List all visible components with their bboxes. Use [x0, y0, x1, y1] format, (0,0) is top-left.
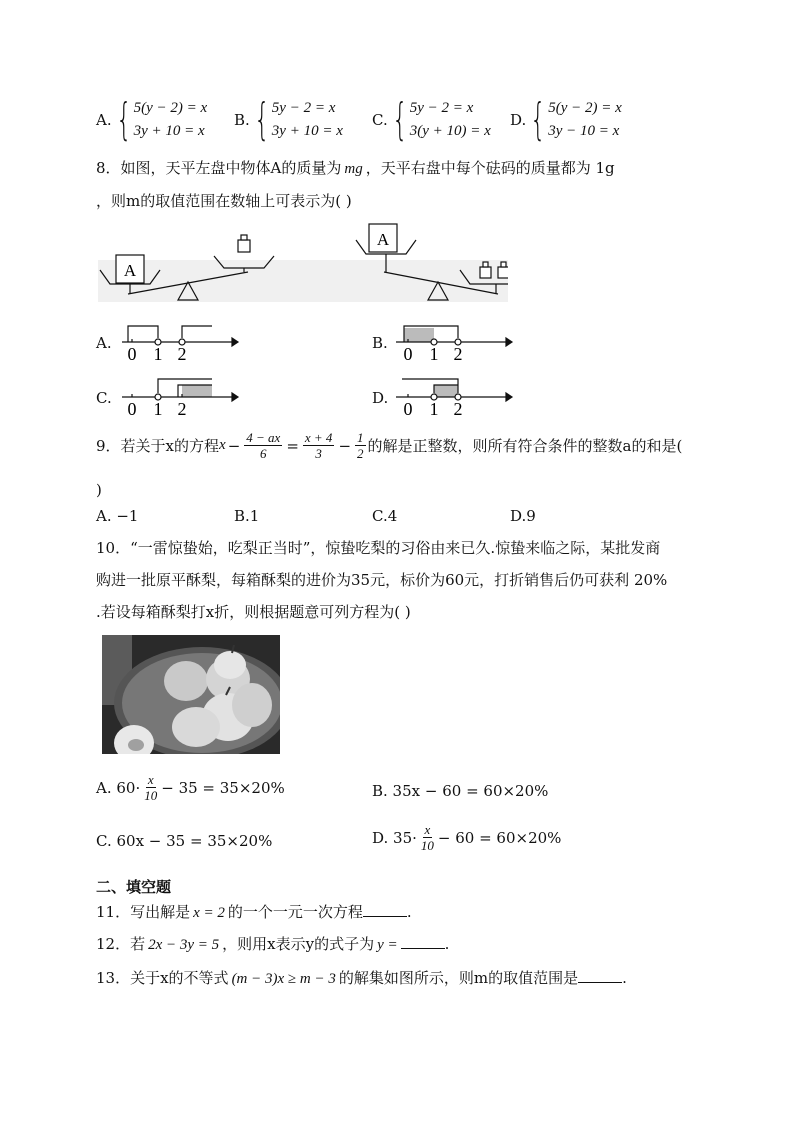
q11-answer-blank[interactable]	[363, 902, 407, 917]
q13	[96, 967, 627, 988]
denominator: 3	[315, 446, 322, 461]
section-title: 二、填空题	[96, 878, 172, 896]
weight-knob	[483, 262, 488, 267]
numerator: 1	[357, 430, 364, 445]
q10-line-2: 购进一批原平酥梨，每箱酥梨的进价为35元，标价为60元，打折销售后仍可获利 20%	[96, 571, 668, 589]
weight-icon	[480, 267, 491, 278]
denominator: 6	[260, 446, 267, 461]
brace-icon: {	[392, 94, 408, 145]
equation-2: 3y − 10 = x	[548, 123, 620, 139]
q11	[96, 901, 412, 922]
q10-option-a	[96, 772, 285, 803]
number-line-a	[118, 318, 240, 364]
q9-option-d: D.9	[510, 507, 536, 525]
q8-line-2: ，则m的取值范围在数轴上可表示为( )	[96, 192, 352, 210]
q8-mass-var: mg	[344, 161, 363, 177]
q11-suffix: 的一个一元一次方程	[227, 903, 363, 921]
tick-label: 0	[127, 399, 137, 419]
q8-text-b: ，天平右盘中每个砝码的质量都为 1g	[365, 159, 615, 177]
q9-fraction-2	[303, 430, 335, 461]
q7-option-b	[234, 94, 343, 145]
option-prefix: A. 60·	[96, 778, 141, 797]
q7-option-a-label: A.	[96, 111, 112, 129]
q8-option-a-label: A.	[96, 334, 112, 352]
equation-1: 5y − 2 = x	[271, 100, 336, 116]
q11-expression: x = 2	[193, 905, 225, 921]
equation-2: 3y + 10 = x	[271, 123, 343, 139]
tick-label: 1	[153, 399, 163, 419]
q8-option-d-label: D.	[372, 389, 389, 407]
q9-option-a: A. −1	[96, 507, 139, 525]
q7-option-c	[372, 94, 491, 145]
fraction	[142, 772, 159, 803]
q8-text-a: 8．如图，天平左盘中物体A的质量为	[96, 159, 342, 177]
brace-icon: {	[254, 94, 270, 145]
q7-option-a	[96, 94, 208, 145]
numerator: x	[424, 822, 431, 837]
equation-system	[548, 97, 622, 143]
q8-line-1	[96, 157, 615, 178]
q13-period: .	[622, 969, 627, 987]
q12-period: .	[444, 935, 450, 953]
equation-system	[272, 97, 343, 143]
tick-label: 2	[177, 399, 187, 419]
numerator: x	[147, 772, 154, 787]
denominator: 10	[420, 838, 434, 853]
q12-answer-blank[interactable]	[401, 934, 445, 949]
q8-option-c-label: C.	[96, 389, 112, 407]
q9-fraction-3	[355, 430, 366, 461]
q12-expression-2: y =	[377, 937, 398, 953]
tick-label: 0	[403, 399, 413, 419]
q9-option-b: B.1	[234, 507, 260, 525]
equation-system	[134, 97, 208, 143]
q9-equals: =	[286, 436, 299, 455]
equation-2: 3y + 10 = x	[133, 123, 205, 139]
numerator: x + 4	[304, 430, 333, 445]
number-line-b	[392, 318, 514, 364]
denominator: 10	[144, 788, 158, 803]
q13-prefix: 13．关于x的不等式	[96, 969, 229, 987]
q10-option-b: B. 35x − 60 = 60×20%	[372, 782, 549, 800]
weight-knob	[501, 262, 506, 267]
q9-stem	[96, 430, 682, 461]
q9-text-prefix: 9．若关于x的方程	[96, 437, 220, 455]
q9-option-c: C.4	[372, 507, 398, 525]
q8-option-b-label: B.	[372, 334, 388, 352]
q10-line-1: 10．“一雷惊蛰始，吃梨正当时”，惊蛰吃梨的习俗由来已久.惊蛰来临之际，某批发商	[96, 539, 661, 557]
equation-1: 5y − 2 = x	[409, 100, 474, 116]
q12-expression: 2x − 3y = 5	[148, 937, 220, 953]
denominator: 2	[357, 446, 364, 461]
q9-fraction-1	[244, 430, 282, 461]
pears-photo	[102, 635, 280, 754]
q10-option-d	[372, 822, 561, 853]
number-line-d	[392, 373, 514, 419]
object-a-label: A	[123, 261, 137, 280]
equation-system	[410, 97, 491, 143]
tick-label: 1	[429, 399, 439, 419]
option-suffix: − 35 = 35×20%	[161, 778, 285, 797]
brace-icon: {	[530, 94, 546, 145]
q9-text-suffix: 的解是正整数，则所有符合条件的整数a的和是(	[367, 437, 683, 455]
option-suffix: − 60 = 60×20%	[437, 828, 562, 847]
weight-icon	[238, 240, 250, 252]
q9-var-x: x	[219, 437, 226, 453]
equation-1: 5(y − 2) = x	[133, 100, 208, 116]
q11-prefix: 11．写出解是	[96, 903, 191, 921]
q7-option-d	[510, 94, 622, 145]
tick-label: 1	[429, 344, 439, 364]
q9-minus: −	[227, 436, 241, 455]
weight-icon	[498, 267, 508, 278]
q10-line-3: .若设每箱酥梨打x折，则根据题意可列方程为( )	[96, 603, 411, 621]
q12	[96, 933, 449, 954]
q11-period: .	[406, 903, 412, 921]
figure-shading	[98, 260, 508, 302]
tick-label: 2	[177, 344, 187, 364]
brace-icon: {	[115, 94, 132, 145]
q12-middle: ，则用x表示y的式子为	[222, 935, 375, 953]
q13-expression: (m − 3)x ≥ m − 3	[231, 971, 336, 987]
q7-option-c-label: C.	[372, 111, 388, 129]
tick-label: 2	[453, 344, 463, 364]
equation-1: 5(y − 2) = x	[548, 100, 622, 116]
numerator: 4 − ax	[246, 430, 281, 445]
equation-2: 3(y + 10) = x	[409, 123, 491, 139]
q9-close-paren: )	[96, 481, 102, 499]
number-line-c	[118, 373, 240, 419]
q7-option-d-label: D.	[510, 111, 527, 129]
q13-answer-blank[interactable]	[578, 968, 622, 983]
q10-option-c: C. 60x − 35 = 35×20%	[96, 832, 273, 850]
q13-middle: 的解集如图所示，则m的取值范围是	[338, 969, 579, 987]
object-a-label: A	[376, 230, 390, 249]
tick-label: 2	[453, 399, 463, 419]
tick-label: 0	[127, 344, 137, 364]
tick-label: 1	[153, 344, 163, 364]
q12-prefix: 12．若	[96, 935, 146, 953]
q9-minus: −	[338, 436, 352, 455]
tick-label: 0	[403, 344, 413, 364]
weight-knob	[241, 235, 247, 240]
option-prefix: D. 35·	[372, 828, 417, 847]
balance-figures	[98, 222, 508, 304]
fraction	[419, 822, 436, 853]
q7-option-b-label: B.	[234, 111, 250, 129]
